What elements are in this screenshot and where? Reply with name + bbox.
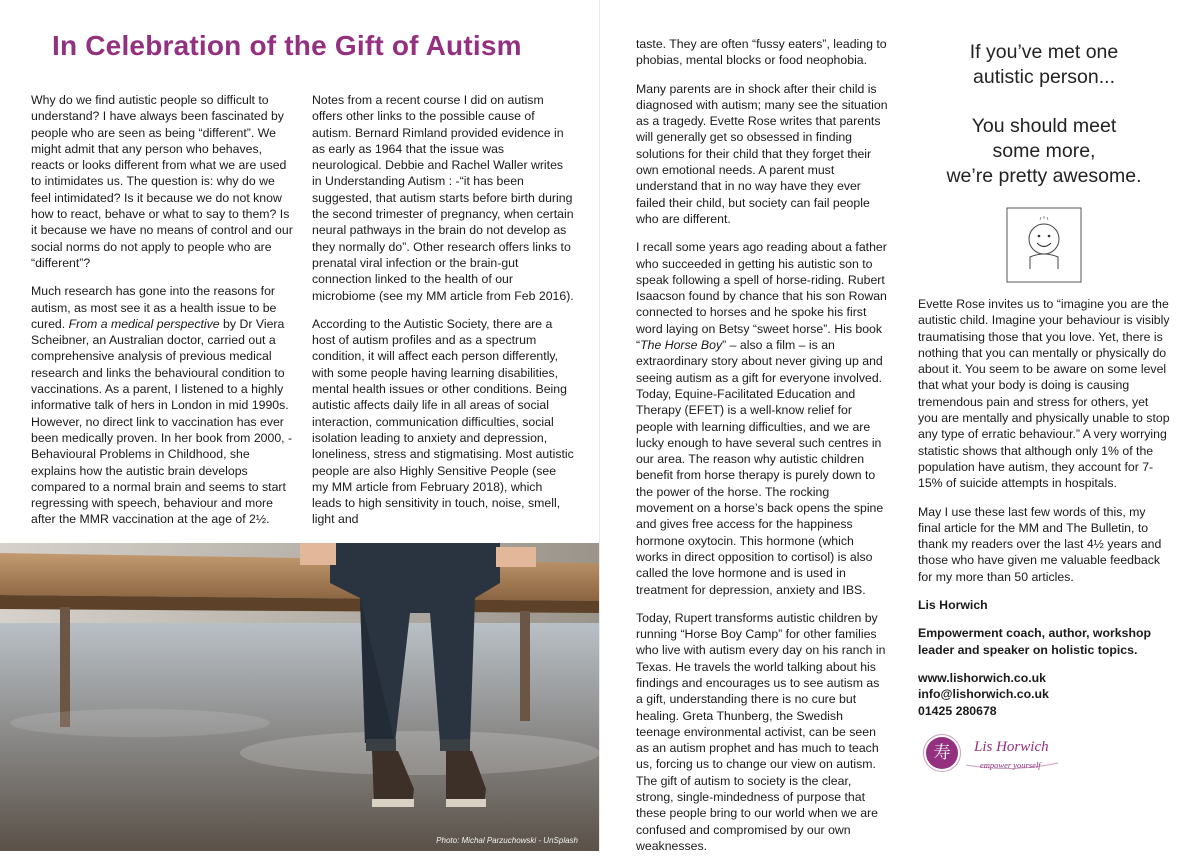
logo-tagline: empower yourself [980,760,1041,770]
paragraph: Many parents are in shock after their child is diagnosed with autism; many see the situation as a tragedy. Evette Rose writes that parents will generally get so obsessed in finding solutions for their child that they forget their own emotional needs. A parent must understand that in no way have they ever failed their child, but society can fail people who are different. [636,81,888,226]
photo-caption: Photo: Michal Parzuchowski - UnSplash [436,836,578,845]
left-page [0,0,600,851]
child-on-bench-photo [0,543,600,851]
paragraph: taste. They are often “fussy eaters”, leading to phobias, mental blocks or food neophobia. [636,37,887,68]
article-title: In Celebration of the Gift of Autism [52,30,522,61]
logo-name: Lis Horwich [974,739,1049,755]
email-link[interactable]: info@lishorwich.co.uk [918,687,1049,702]
paragraph: I recall some years ago reading about a father who succeeded in getting his autistic son to speak following a spell of horse-riding. Rubert Isaacson found by chance that his son Rowan connected to horses and he spoke his first word laying on Betsy “sweet horse”. His book “The Horse Boy” – also a film – is an extraordinary story about never giving up and seeing autism as a gift for everyone involved. Today, Equine-Facilitated Education and Therapy (EFET) is a well-know relief for people with learning difficulties, and we are lucky enough to have several such centres in our area. The reason why autistic children benefit from horse therapy is purely down to the power of the horse. The rocking movement on a horse’s back opens the spine and gives free access for the happiness hormone oxytocin. This hormone (which works in direct opposition to cortisol) is also called the love hormone and is used in treatment for depression, anxiety and IBS. [636,240,887,597]
column-1 [31,92,293,540]
paragraph: Why do we find autistic people so difficult to understand? I have always been fascinated by people who are seen as being “different”. We might admit that any person who behaves, reacts or looks different from what we are used to intimidates us. The question is: why do we feel intimidated? Is it because we do not know how to react, behave or what to say to them? Is it because we have no means of control and our social norms do not apply to people who are “different”? [31,93,293,270]
contact-block [918,670,1170,719]
photo-illustration [0,543,600,851]
column-3 [636,36,888,866]
paragraph: Evette Rose invites us to “imagine you are the autistic child. Imagine your behaviour is visibly traumatising those that you love. Yet, there is nothing that you can mentally or physically do about it. You seem to be aware on some level that what your body is doing is causing tremendous pain and stress for others, yet you are mentally and physically unable to stop any type of erratic behaviour.” A very worrying statistic shows that although only 1% of the population have autism, they account for 7-15% of suicide attempts in hospitals. [918,297,1170,491]
quote-line: You should meet [971,115,1117,137]
author-name: Lis Horwich [918,598,988,613]
pull-quote [918,40,1170,189]
quote-line: some more, [992,140,1096,162]
italic-book-title: The Horse Boy [640,338,723,353]
paragraph: Today, Rupert transforms autistic children by running “Horse Boy Camp” for other families who live with autism every day on his ranch in Texas. He travels the world talking about his findings and encourages us to see autism as a gift, understanding there is no cure but healing. Greta Thunberg, the Swedish teenage environmental activist, can be seen as an autism prophet and has much to teach us, forcing us to change our view on autism. The gift of autism to society is the clear, strong, single-mindedness of purpose that these people bring to our world when we are confused and compromised by our own weaknesses. [636,610,886,853]
right-page [600,0,1200,851]
author-bio: Empowerment coach, author, workshop leader and speaker on holistic topics. [918,626,1151,657]
smiley-face-drawing [1006,207,1082,283]
website-link[interactable]: www.lishorwich.co.uk [918,670,1047,685]
paragraph: Much research has gone into the reasons for autism, as most see it as a health issue to be cured. From a medical perspective by Dr Viera Scheibner, an Australian doctor, carried out a comprehensive analysis of previous medical research and links the behavioural condition to vaccinations. As a parent, I listened to a highly informative talk of hers in London in mid 1990s. However, no direct link to vaccination has ever been medically proven. In her book from 2000, -Behavioural Problems in Childhood, she explains how the autistic brain develops compared to a normal brain and seems to start regressing with speech, behaviour and more after the MMR vaccination at the age of 2½. [31,284,293,527]
quote-line: autistic person... [973,66,1115,88]
paragraph: May I use these last few words of this, my final article for the MM and The Bulletin, to thank my readers over the last 4½ years and those who have given me valuable feedback for my more than 50 articles. [918,504,1162,584]
column-4 [918,296,1170,719]
phone-number: 01425 280678 [918,703,997,718]
paragraph: Notes from a recent course I did on autism offers other links to the possible cause of autism. Bernard Rimland provided evidence in as early as 1964 that the issue was neurological. Debbie and Rachel Waller writes in Understanding Autism : -“it has been suggested, that autism starts before birth during the second trimester of pregnancy, when certain neural pathways in the brain do not develop as they normally do”. Other research offers links to prenatal viral infection or the brain-gut connection linked to the health of our microbiome (see my MM article from Feb 2016). [312,93,574,303]
column-2 [312,92,574,540]
quote-line: we’re pretty awesome. [946,165,1142,187]
logo-glyph: 寿 [933,743,951,763]
italic-phrase: From a medical perspective [68,316,220,331]
quote-line: If you’ve met one [969,41,1119,63]
paragraph: According to the Autistic Society, there are a host of autism profiles and as a spectrum condition, it will affect each person differently, with some people having learning disabilities, mental health issues or other conditions. Being autistic affects daily life in all areas of social interaction, communication difficulties, social isolation leading to anxiety and depression, loneliness, stress and stigmatising. Most autistic people are also Highly Sensitive People (see my MM article from February 2018), which leads to high sensitivity in touch, noise, smell, light and [312,316,574,527]
